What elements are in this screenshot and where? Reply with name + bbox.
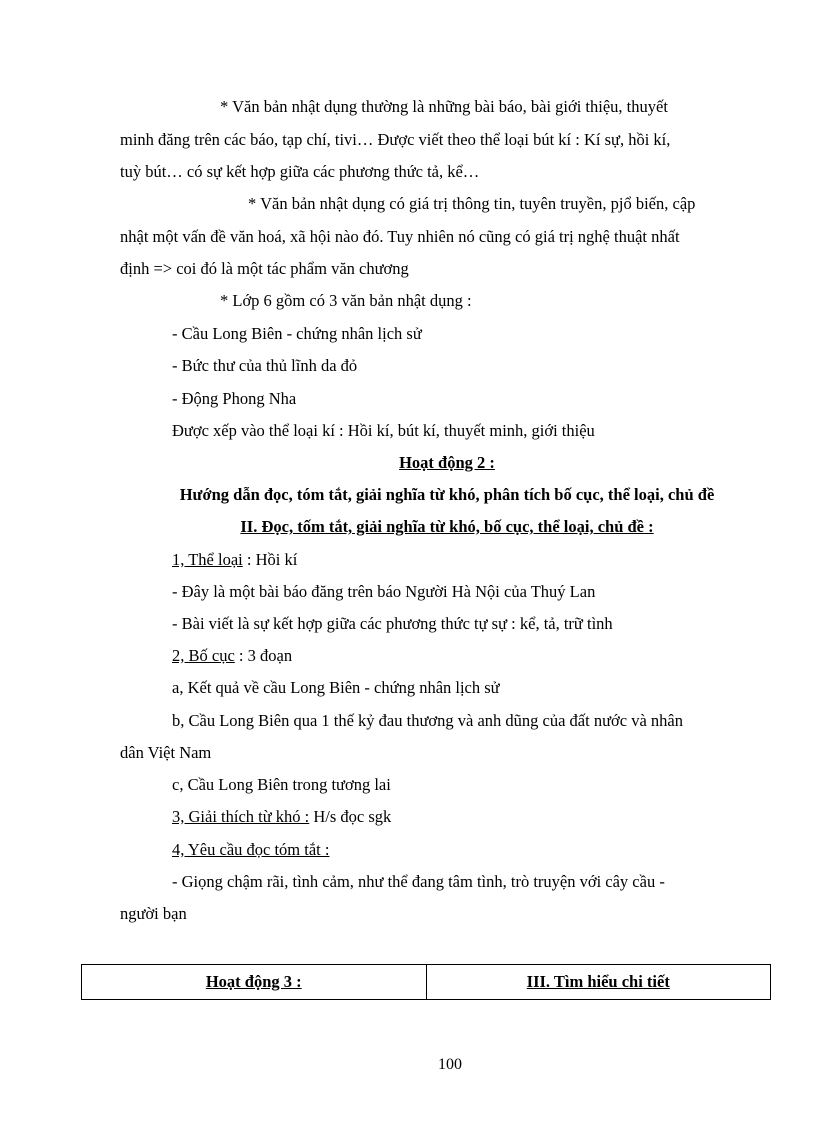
list-item: - Bức thư của thủ lĩnh da đỏ [172,356,358,375]
list-item: - Đây là một bài báo đăng trên báo Người Hà Nội của Thuý Lan [172,582,596,601]
section-2 [172,646,292,666]
list-item: người bạn [120,904,187,923]
paragraph-line: * Lớp 6 gồm có 3 văn bản nhật dụng : [220,291,472,310]
section-4 [172,840,329,860]
paragraph-line: nhật một vấn đề văn hoá, xã hội nào đó. Tuy nhiên nó cũng có giá trị nghệ thuật nhất [120,227,680,246]
paragraph-line: * Văn bản nhật dụng thường là những bài báo, bài giới thiệu, thuyết [220,97,668,116]
section-3 [172,807,391,827]
paragraph-line: tuỳ bút… có sự kết hợp giữa các phương thức tả, kể… [120,162,480,181]
table-cell-section [426,965,771,999]
list-item: dân Việt Nam [120,743,212,762]
list-item: b, Cầu Long Biên qua 1 thế kỷ đau thương và anh dũng của đất nước và nhân [172,711,683,730]
paragraph-line: * Văn bản nhật dụng có giá trị thông tin, tuyên truyền, pjổ biến, cập [248,194,696,213]
activity-3-title: Hoạt động 3 : [205,972,302,991]
section-3-title: III. Tìm hiểu chi tiết [526,972,670,991]
section-3-value: H/s đọc sgk [309,807,392,826]
section-1-heading: 1, Thể loại [172,550,243,569]
paragraph-line: Được xếp vào thể loại kí : Hồi kí, bút kí, thuyết minh, giới thiệu [172,421,595,440]
table-cell-activity [82,965,426,999]
section-2-value: : 3 đoạn [234,646,293,665]
paragraph-line: minh đăng trên các báo, tạp chí, tivi… Được viết theo thể loại bút kí : Kí sự, hồi kí, [120,130,671,149]
paragraph-line: định => coi đó là một tác phẩm văn chương [120,259,409,278]
activity-table [81,964,771,1000]
page-number: 100 [438,1056,462,1073]
section-heading [120,517,774,537]
activity-2-subtitle: Hướng dẫn đọc, tóm tắt, giải nghĩa từ khó, phân tích bố cục, thể loại, chủ đề [179,485,715,504]
section-4-heading: 4, Yêu cầu đọc tóm tắt : [172,840,330,859]
list-item: - Giọng chậm rãi, tình cảm, như thể đang tâm tình, trò truyện với cây cầu - [172,872,665,891]
list-item: - Động Phong Nha [172,389,297,408]
section-1-value: : Hồi kí [242,550,298,569]
list-item: a, Kết quả về cầu Long Biên - chứng nhân lịch sử [172,678,500,697]
section-1 [172,550,297,570]
list-item: - Bài viết là sự kết hợp giữa các phương thức tự sự : kể, tả, trữ tình [172,614,613,633]
list-item: c, Cầu Long Biên trong tương lai [172,775,391,794]
activity-2-title: Hoạt động 2 : [399,453,495,472]
section-2-heading: 2, Bố cục [172,646,235,665]
list-item: - Cầu Long Biên - chứng nhân lịch sử [172,324,422,343]
section-3-heading: 3, Giải thích từ khó : [172,807,310,826]
section-heading-text: II. Đọc, tốm tắt, giải nghĩa từ khó, bố cục, thể loại, chủ đề : [240,517,654,536]
